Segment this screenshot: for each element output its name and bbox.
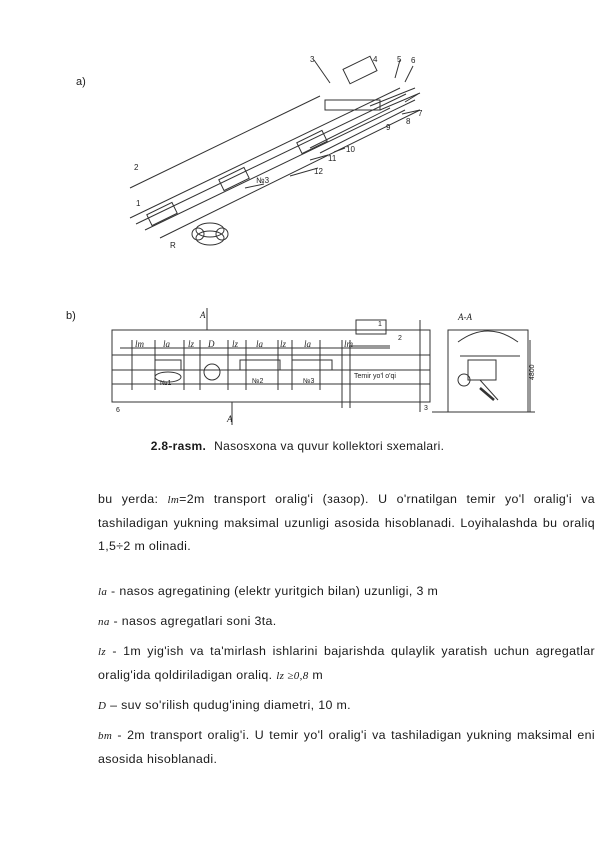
pump-number-label: №3 <box>256 176 270 185</box>
paragraph-pump-length <box>62 580 595 604</box>
p5-body: – suv so'rilish qudug'ining diametri, 10 m. <box>106 698 351 712</box>
p1-body: =2m transport oralig'i (зазор). U o'rnatilgan temir yo'l oralig'i va tashiladigan yukning maksimal uzunligi asosida hisoblanadi. Loyihalashda bu oraliq 1,5÷2 m olinadi. <box>98 492 595 553</box>
fig-a-num: 7 <box>418 109 423 118</box>
dim-label: lz <box>280 339 287 349</box>
figure-a-label: a) <box>76 76 86 88</box>
p6-body: - 2m transport oralig'i. U temir yo'l oralig'i va tashiladigan yukning maksimal eni asosida hisoblanadi. <box>98 728 595 766</box>
fig-a-num: 2 <box>134 163 139 172</box>
fig-a-num: 10 <box>346 145 355 154</box>
dim-label: lz <box>188 339 195 349</box>
dim-label: lт <box>344 339 353 349</box>
symbol-la: lа <box>98 586 108 598</box>
fig-a-num: 1 <box>136 199 141 208</box>
section-label: A-A <box>458 312 472 322</box>
fig-a-num: 4 <box>373 55 378 64</box>
figure-caption <box>0 439 595 453</box>
caption-number: 2.8-rasm. <box>150 439 207 453</box>
pump-label: №3 <box>303 378 315 385</box>
p1-lead: bu yerda: <box>98 492 159 506</box>
section-mark: A <box>227 414 233 424</box>
p4-body: - 1m yig'ish va ta'mirlash ishlarini bajarishda qulaylik yaratish uchun agregatlar oralig'ida qoldiriladigan oraliq. <box>98 644 595 682</box>
symbol-lt: lт <box>167 494 180 506</box>
fig-a-num: 8 <box>406 117 411 126</box>
symbol-na: nа <box>98 616 110 628</box>
paragraph-transport-width <box>62 724 595 771</box>
paragraph-transport-gap <box>62 488 595 558</box>
condition-lz: lz ≥0,8 <box>276 670 309 682</box>
dim-label: lа <box>304 339 312 349</box>
caption-text: Nasosxona va quvur kollektori sxemalari. <box>214 439 445 453</box>
figure-b-label: b) <box>66 310 76 322</box>
fig-a-num: 3 <box>310 55 315 64</box>
fig-a-num: 11 <box>328 154 337 163</box>
fig-a-num: 12 <box>314 167 323 176</box>
dim-label: lz <box>232 339 239 349</box>
dim-label: lа <box>256 339 264 349</box>
p2-body: - nasos agregatining (elektr yuritgich bilan) uzunligi, 3 m <box>107 584 439 598</box>
section-dim: 4800 <box>529 364 536 380</box>
fig-a-num: 5 <box>397 55 402 64</box>
fig-b-num: 1 <box>378 321 382 328</box>
dim-label: D <box>208 339 215 349</box>
fig-a-r-label: R <box>170 241 176 250</box>
pipe-label: Temir yo'l o'qi <box>354 373 396 380</box>
fig-a-num: 6 <box>411 56 416 65</box>
fig-b-num: 2 <box>398 335 402 342</box>
pump-label: №2 <box>252 378 264 385</box>
dim-label: lа <box>163 339 171 349</box>
p4-unit: m <box>308 668 324 682</box>
fig-a-num: 9 <box>386 123 391 132</box>
p3-body: - nasos agregatlari soni 3ta. <box>109 614 277 628</box>
symbol-lz: lz <box>98 646 107 658</box>
pipeline-isometric-drawing <box>70 48 530 253</box>
pump-station-plan-drawing <box>60 300 550 432</box>
fig-b-num: 3 <box>424 405 428 412</box>
section-mark: A <box>200 310 206 320</box>
paragraph-pump-count <box>62 610 595 634</box>
figure-b <box>60 300 550 432</box>
fig-b-num: 6 <box>116 407 120 414</box>
dim-label: lт <box>135 339 144 349</box>
symbol-bt: bт <box>98 730 113 742</box>
pump-label: №1 <box>160 380 172 387</box>
paragraph-well-diameter <box>62 694 595 718</box>
symbol-d: D <box>98 700 107 712</box>
paragraph-assembly-gap <box>62 640 595 688</box>
figure-a <box>70 48 530 253</box>
